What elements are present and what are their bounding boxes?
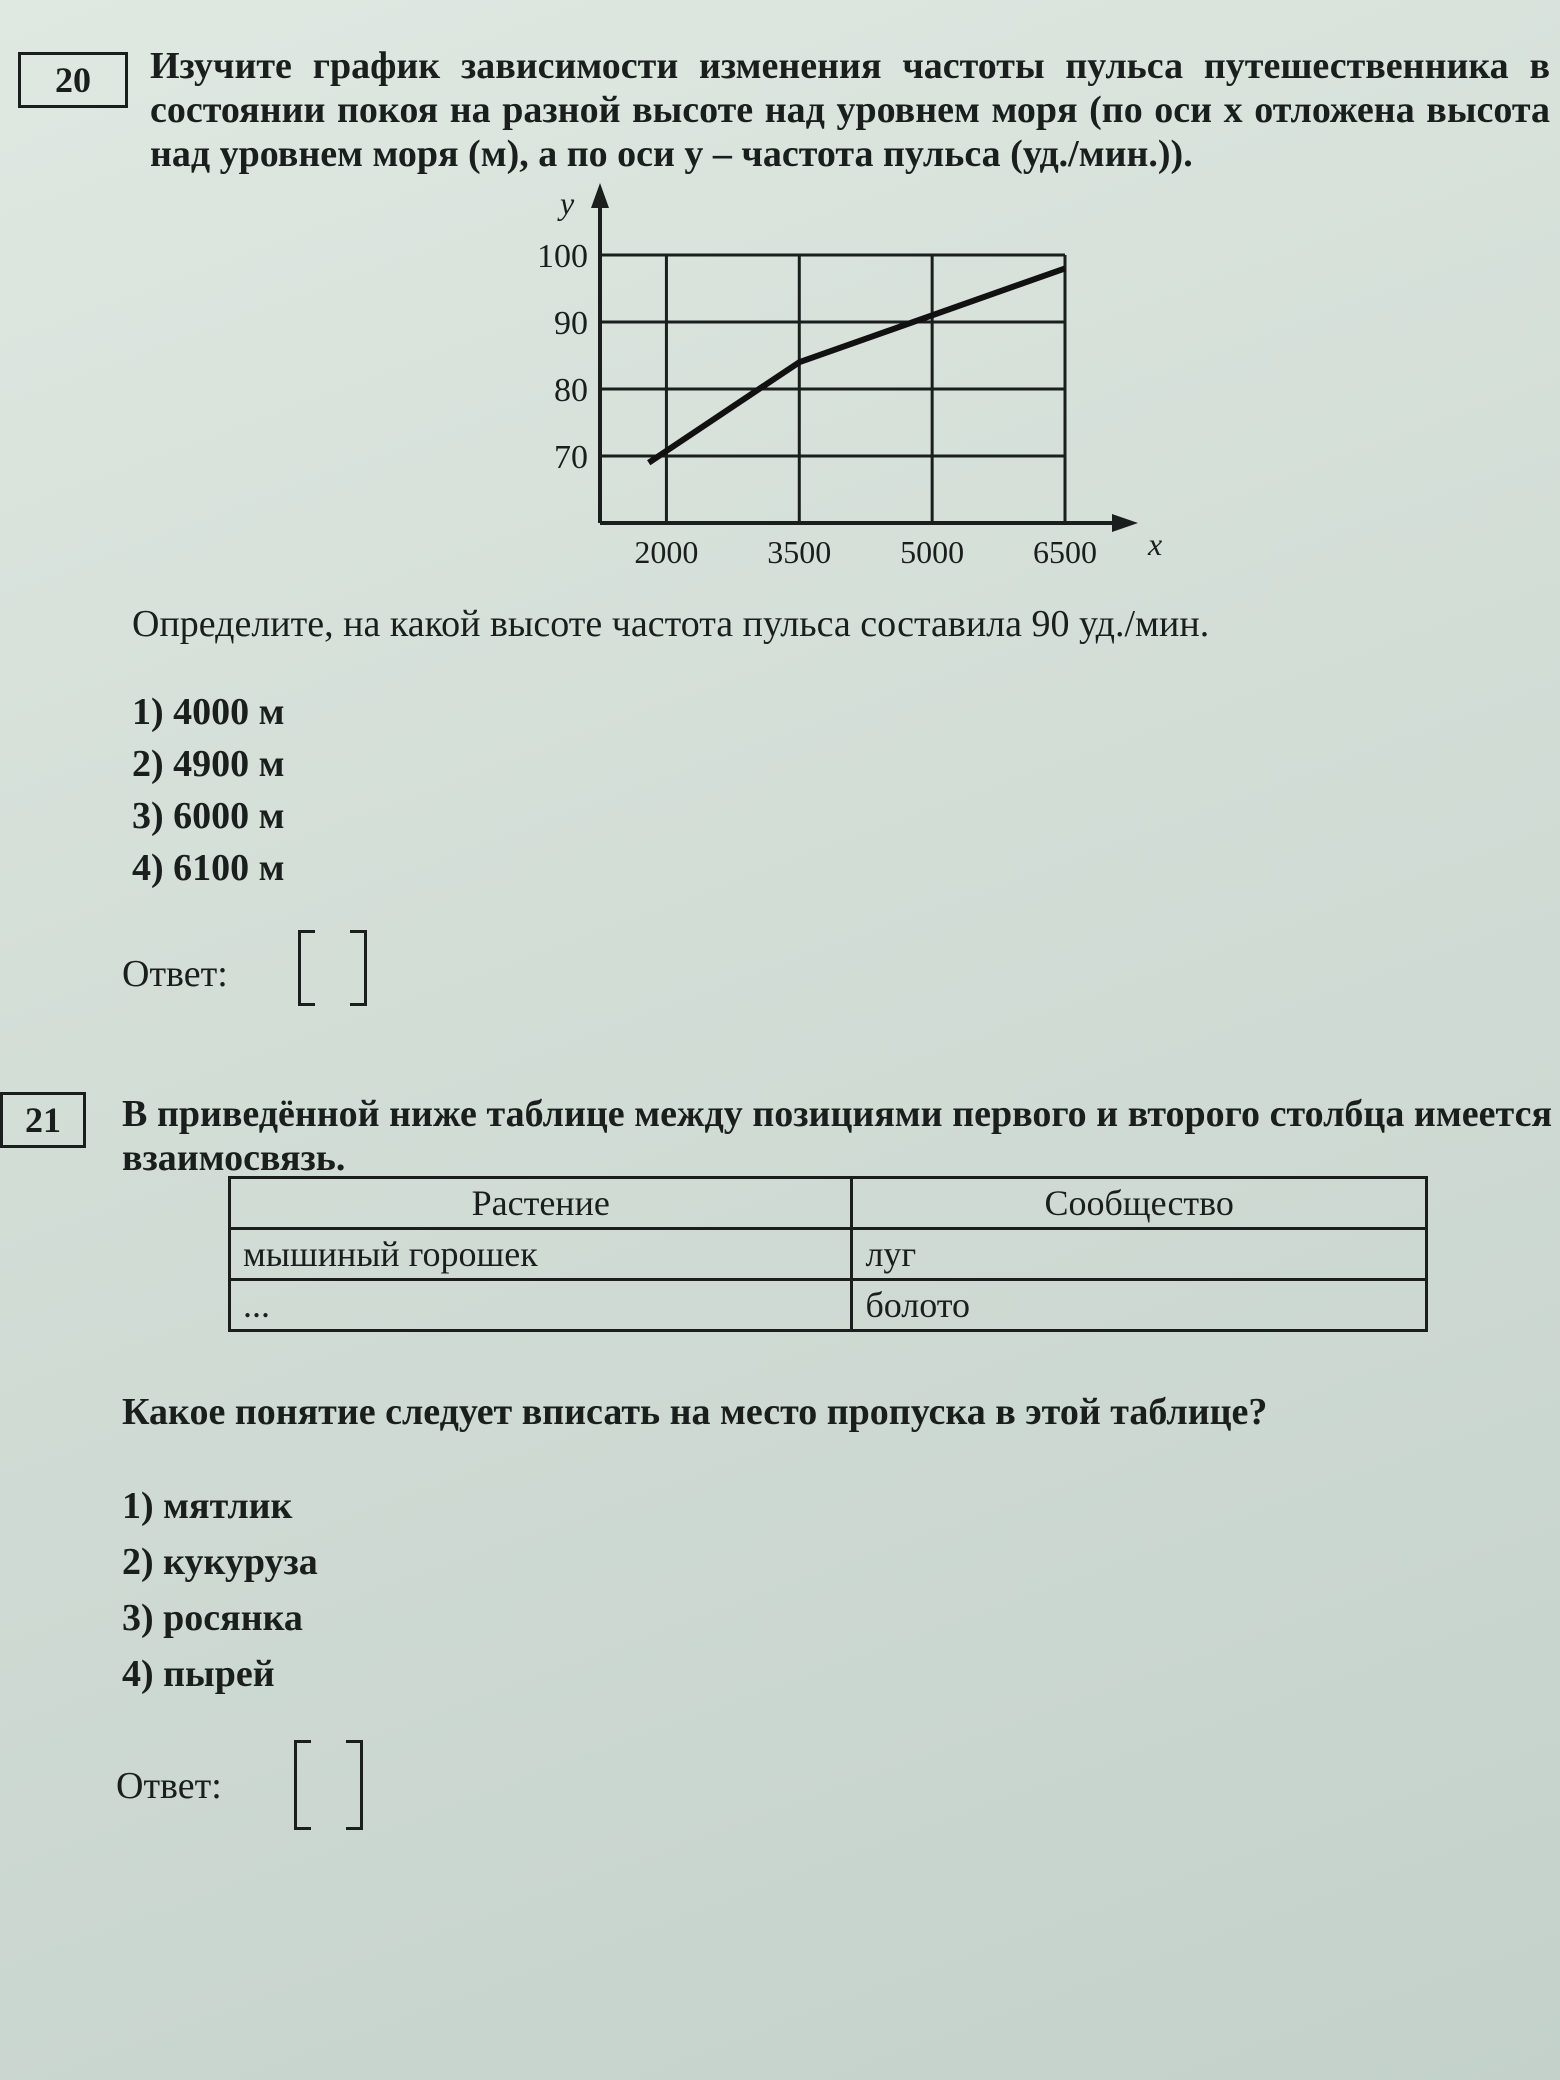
q21-option-4[interactable]: 4) пырей <box>122 1653 275 1695</box>
x-tick-label: 2000 <box>634 534 699 570</box>
y-tick-label: 70 <box>554 439 588 476</box>
plant-community-table <box>228 1176 1428 1332</box>
q20-option-2[interactable]: 2) 4900 м <box>132 743 285 785</box>
question-21-prompt: Какое понятие следует вписать на место пропуска в этой таблице? <box>122 1391 1268 1433</box>
table-header-community: Сообщество <box>852 1178 1427 1229</box>
pulse-series-line <box>649 268 1065 462</box>
table-cell-blank: ... <box>230 1280 852 1331</box>
question-21-text: В приведённой ниже таблице между позициями первого и второго столбца имеется взаимосвязь. <box>122 1093 1552 1179</box>
question-number-20: 20 <box>18 52 128 108</box>
x-axis-label: x <box>1148 526 1163 562</box>
table-header-plant: Растение <box>230 1178 852 1229</box>
y-tick-label: 90 <box>554 305 588 342</box>
q20-answer-label: Ответ: <box>122 953 228 995</box>
q20-option-1[interactable]: 1) 4000 м <box>132 691 285 733</box>
q20-answer-box[interactable] <box>298 930 370 1010</box>
x-tick-label: 6500 <box>1033 534 1097 570</box>
question-20-prompt: Определите, на какой высоте частота пульса составила 90 уд./мин. <box>132 603 1210 645</box>
question-number-21: 21 <box>0 1092 86 1148</box>
q20-option-3[interactable]: 3) 6000 м <box>132 795 285 837</box>
q21-option-1[interactable]: 1) мятлик <box>122 1485 293 1527</box>
q21-answer-label: Ответ: <box>116 1765 222 1807</box>
y-tick-label: 100 <box>537 238 588 275</box>
table-cell: мышиный горошек <box>230 1229 852 1280</box>
x-tick-label: 3500 <box>767 534 832 570</box>
table-cell: болото <box>852 1280 1427 1331</box>
y-tick-label: 80 <box>554 372 588 409</box>
table-cell: луг <box>852 1229 1427 1280</box>
x-tick-label: 5000 <box>900 534 965 570</box>
pulse-altitude-chart <box>470 178 1170 598</box>
question-20-text: Изучите график зависимости изменения частоты пульса путешественника в состоянии покоя на разной высоте над уровнем моря (по оси x отложена высота над уровнем моря (м), а по оси y – частота пульса (уд./мин.)). <box>150 45 1550 175</box>
table-row <box>230 1229 1427 1280</box>
q20-option-4[interactable]: 4) 6100 м <box>132 847 285 889</box>
x-axis-arrow <box>1112 514 1138 532</box>
q21-answer-box[interactable] <box>294 1740 366 1832</box>
y-axis-arrow <box>591 183 609 208</box>
y-axis-label: y <box>560 185 575 221</box>
q21-option-3[interactable]: 3) росянка <box>122 1597 303 1639</box>
table-row <box>230 1280 1427 1331</box>
q21-option-2[interactable]: 2) кукуруза <box>122 1541 318 1583</box>
